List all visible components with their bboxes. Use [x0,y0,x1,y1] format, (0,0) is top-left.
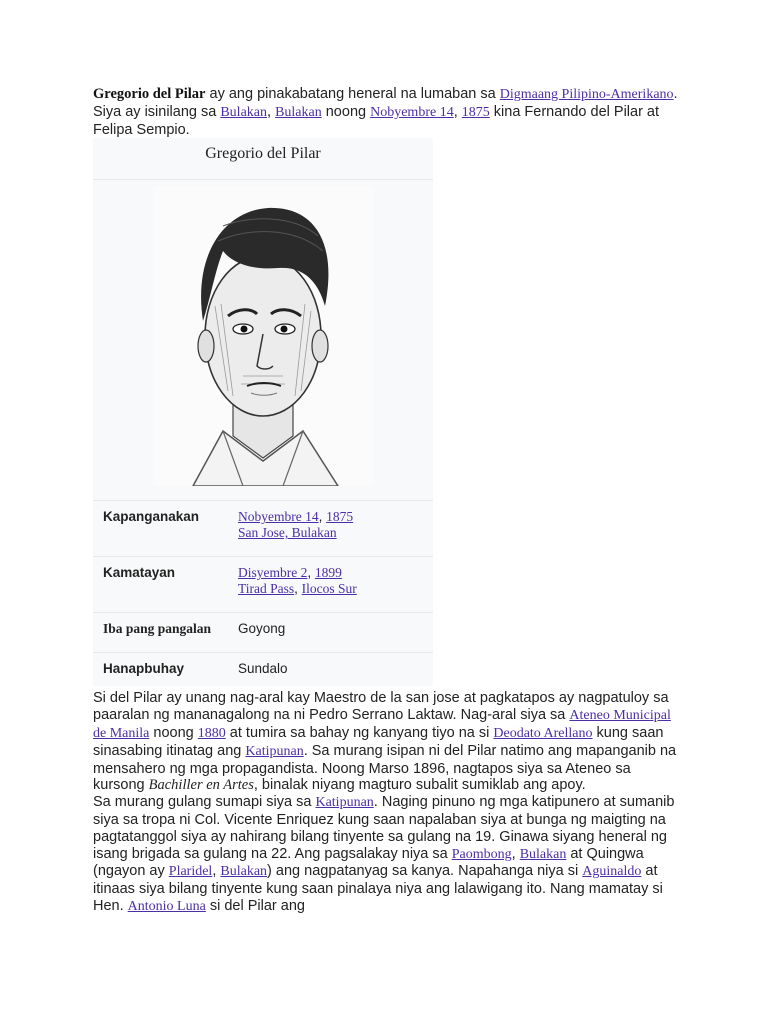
infobox-label-death: Kamatayan [103,565,176,581]
infobox-value-alias: Goyong [238,621,286,637]
infobox-label-occupation: Hanapbuhay [103,661,185,677]
link-bulakan-province[interactable]: Bulakan [275,104,322,120]
link-aguinaldo[interactable]: Aguinaldo [582,864,642,880]
infobox-label-birth: Kapanganakan [103,509,200,525]
infobox-image-cell [93,180,433,501]
infobox [93,138,433,686]
degree-name: Bachiller en Artes [148,777,254,794]
link-bulakan[interactable]: Bulakan [519,846,567,862]
link-bulakan-province[interactable]: Bulakan [220,864,268,880]
infobox-row-occupation [93,653,433,686]
infobox-row-alias [93,613,433,653]
infobox-value-death: Disyembre 2, 1899 Tirad Pass, Ilocos Sur [238,565,357,597]
link-plaridel[interactable]: Plaridel [168,864,213,880]
infobox-value-occupation: Sundalo [238,661,288,677]
infobox-row-death [93,557,433,613]
infobox-label-alias: Iba pang pangalan [103,621,212,637]
education-paragraph: Si del Pilar ay unang nag-aral kay Maestro de la san jose at pagkatapos ay nagpatuloy sa paaralan ng mananagalong na ni Pedro Serrano Laktaw. Nag-aral siya sa Ateneo Municipal de Manila noong 1880 at tumira sa bahay ng kanyang tiyo na si Deodato Arellano kung saan sinasabing itinatag ang Katipunan. Sa murang isipan ni del Pilar natimo ang mapanganib na mensahero ng mga propagandista. Noong Marso 1896, nagtapos siya sa Ateneo sa kursong Bachiller en Artes, binalak niyang magturo subalit sumiklab ang apoy. [93,690,677,794]
link-paombong[interactable]: Paombong [451,846,512,862]
intro-paragraph: Gregorio del Pilar ay ang pinakabatang heneral na lumaban sa Digmaang Pilipino-Amerikano. Siya ay isinilang sa Bulakan, Bulakan noong Nobyembre 14, 1875 kina Fernando del Pilar at Felipa Sempio. [93,86,678,138]
link-tirad-pass[interactable]: Tirad Pass [238,581,295,597]
link-death-year[interactable]: 1899 [314,565,342,581]
infobox-title: Gregorio del Pilar [93,138,433,180]
link-birth-year[interactable]: 1875 [461,104,490,120]
infobox-row-birth [93,501,433,557]
link-death-date[interactable]: Disyembre 2 [238,565,308,581]
link-digmaang-pilipino-amerikano[interactable]: Digmaang Pilipino-Amerikano [499,87,674,102]
link-birth-year[interactable]: 1875 [326,509,354,525]
link-deodato-arellano[interactable]: Deodato Arellano [493,725,593,741]
subject-name: Gregorio del Pilar [93,86,206,102]
link-katipunan[interactable]: Katipunan [315,795,374,811]
link-birth-date[interactable]: Nobyembre 14 [370,104,454,120]
link-antonio-luna[interactable]: Antonio Luna [127,898,206,914]
link-ateneo[interactable]: Ateneo Municipal de Manila [93,708,671,741]
link-bulakan[interactable]: Bulakan [220,104,267,120]
link-ilocos-sur[interactable]: Ilocos Sur [301,581,357,597]
portrait-sketch-icon [153,186,373,486]
article-body [93,86,683,916]
link-katipunan[interactable]: Katipunan [245,743,304,759]
link-1880[interactable]: 1880 [197,725,226,741]
link-birth-date[interactable]: Nobyembre 14 [238,509,319,525]
career-paragraph: Sa murang gulang sumapi siya sa Katipunan. Naging pinuno ng mga katipunero at sumanib siya sa tropa ni Col. Vicente Enriquez kung saan napalaban siya at bunga ng maigting na pagtatanggol siya ay nahirang bilang tinyente sa gulang na 19. Ginawa siyang heneral ng isang brigada sa gulang na 22. Ang pagsalakay niya sa Paombong, Bulakan at Quingwa (ngayon ay Plaridel, Bulakan) ang nagpatanyag sa kanya. Napahanga niya si Aguinaldo at itinaas siya bilang tinyente kung saan pinalaya niya ang lalawigang ito. Nang mamatay si Hen. Antonio Luna si del Pilar ang [93,794,675,914]
infobox-value-birth: Nobyembre 14, 1875 San Jose, Bulakan [238,509,354,541]
link-san-jose-bulakan[interactable]: San Jose, Bulakan [238,525,337,541]
